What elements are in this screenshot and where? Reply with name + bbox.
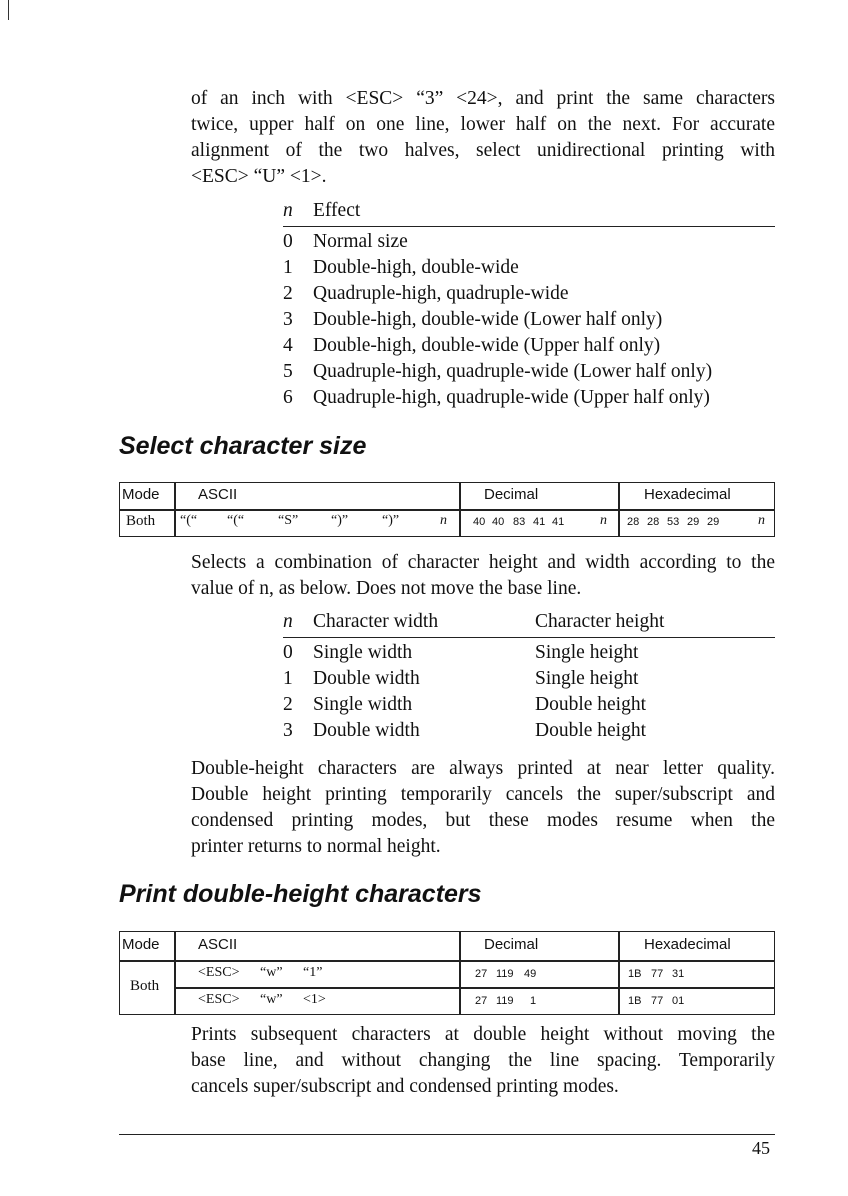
- hex-byte: 28: [647, 516, 660, 528]
- intro-line: twice, upper half on one line, lower half on the next. For accurate: [191, 114, 775, 135]
- note-line: Double height printing temporarily cancels the super/subscript and: [191, 784, 775, 805]
- row-effect: Quadruple-high, quadruple-wide (Upper half only): [313, 387, 710, 408]
- decimal-byte: 27: [475, 995, 488, 1007]
- row-effect: Double-high, double-wide (Upper half only): [313, 335, 661, 356]
- hex-byte: 29: [687, 516, 700, 528]
- row-n: 3: [283, 309, 293, 330]
- col-height-header: Character height: [535, 611, 665, 632]
- ascii-byte: “1”: [303, 965, 323, 980]
- hex-byte: 1B: [628, 995, 642, 1007]
- note-line: printer returns to normal height.: [191, 836, 441, 857]
- table-divider: [120, 960, 774, 962]
- row-n: 1: [283, 257, 293, 278]
- row-height: Double height: [535, 720, 647, 741]
- row-width: Single width: [313, 694, 413, 715]
- effect-table-header: [283, 200, 775, 227]
- ascii-byte: “)”: [331, 513, 349, 528]
- table-divider: [618, 483, 620, 536]
- hex-byte: n: [758, 513, 765, 528]
- hex-byte: 1B: [628, 968, 642, 980]
- note-line: Double-height characters are always printed at near letter quality.: [191, 758, 775, 779]
- hex-byte: 31: [672, 968, 685, 980]
- footer-rule: [119, 1134, 775, 1135]
- ascii-header: ASCII: [198, 486, 238, 503]
- intro-paragraph: [191, 86, 775, 190]
- note-line: condensed printing modes, but these modes resume when the: [191, 810, 775, 831]
- decimal-header: Decimal: [484, 486, 539, 503]
- desc-line: cancels super/subscript and condensed printing modes.: [191, 1076, 619, 1097]
- table-row: [283, 231, 775, 257]
- decimal-byte: 40: [492, 516, 505, 528]
- desc-line: Selects a combination of character height and width according to the: [191, 552, 775, 573]
- row-n: 5: [283, 361, 293, 382]
- table-row: [283, 283, 775, 309]
- row-n: 3: [283, 720, 293, 741]
- decimal-byte: 1: [530, 995, 537, 1007]
- table-row: [283, 257, 775, 283]
- decimal-byte: 49: [524, 968, 537, 980]
- row-effect: Double-high, double-wide (Lower half only): [313, 309, 663, 330]
- row-n: 0: [283, 642, 293, 663]
- col-n-header: n: [283, 611, 293, 632]
- row-n: 0: [283, 231, 293, 252]
- row-width: Double width: [313, 720, 420, 741]
- ascii-byte: n: [440, 513, 447, 528]
- decimal-header: Decimal: [484, 936, 539, 953]
- row-effect: Normal size: [313, 231, 408, 252]
- table-row: [283, 335, 775, 361]
- table-divider: [459, 483, 461, 536]
- page-edge-mark: [8, 0, 9, 20]
- row-effect: Double-high, double-wide: [313, 257, 519, 278]
- ascii-byte: “w”: [260, 992, 283, 1007]
- command-table: [119, 482, 775, 537]
- section1-description: [191, 550, 775, 602]
- hex-byte: 53: [667, 516, 680, 528]
- row-effect: Quadruple-high, quadruple-wide: [313, 283, 569, 304]
- table-divider: [120, 509, 774, 511]
- mode-header: Mode: [122, 486, 160, 503]
- ascii-byte: <1>: [303, 992, 326, 1007]
- row-height: Single height: [535, 668, 639, 689]
- hex-header: Hexadecimal: [644, 486, 731, 503]
- col-width-header: Character width: [313, 611, 439, 632]
- mode-value: Both: [130, 978, 160, 994]
- hex-byte: 77: [651, 995, 664, 1007]
- decimal-byte: 41: [552, 516, 565, 528]
- effect-table: [283, 200, 775, 413]
- decimal-byte: 119: [496, 968, 514, 980]
- decimal-byte: 119: [496, 995, 514, 1007]
- col-effect-header: Effect: [313, 200, 361, 221]
- section2-description: [191, 1022, 775, 1100]
- row-height: Single height: [535, 642, 639, 663]
- hex-byte: 01: [672, 995, 685, 1007]
- ascii-byte: “(“: [227, 513, 245, 528]
- table-row: [283, 668, 775, 694]
- ascii-byte: “w”: [260, 965, 283, 980]
- ascii-byte: “S”: [278, 513, 299, 528]
- row-width: Double width: [313, 668, 420, 689]
- mode-header: Mode: [122, 936, 160, 953]
- decimal-byte: n: [600, 513, 607, 528]
- table-row: [283, 642, 775, 668]
- row-n: 1: [283, 668, 293, 689]
- table-divider: [459, 932, 461, 1014]
- ascii-byte: <ESC>: [198, 992, 240, 1007]
- table-row: [283, 720, 775, 746]
- row-n: 2: [283, 694, 293, 715]
- command-table: [119, 931, 775, 1015]
- mode-value: Both: [126, 513, 156, 529]
- row-effect: Quadruple-high, quadruple-wide (Lower half only): [313, 361, 713, 382]
- desc-line: value of n, as below. Does not move the base line.: [191, 578, 582, 599]
- row-n: 6: [283, 387, 293, 408]
- table-divider: [618, 932, 620, 1014]
- hex-byte: 28: [627, 516, 640, 528]
- size-table: [283, 611, 775, 746]
- table-row: [283, 361, 775, 387]
- intro-line: alignment of the two halves, select unidirectional printing with: [191, 140, 775, 161]
- ascii-byte: “)”: [382, 513, 400, 528]
- hex-header: Hexadecimal: [644, 936, 731, 953]
- table-divider: [174, 932, 176, 1014]
- section1-note: [191, 756, 775, 860]
- row-n: 4: [283, 335, 293, 356]
- page-number: 45: [752, 1138, 770, 1158]
- intro-line: of an inch with <ESC> “3” <24>, and print the same characters: [191, 88, 775, 109]
- desc-line: Prints subsequent characters at double height without moving the: [191, 1024, 775, 1045]
- row-n: 2: [283, 283, 293, 304]
- intro-line: <ESC> “U” <1>.: [191, 166, 327, 187]
- row-width: Single width: [313, 642, 413, 663]
- section-heading-select-character-size: Select character size: [119, 432, 367, 460]
- ascii-byte: <ESC>: [198, 965, 240, 980]
- hex-byte: 29: [707, 516, 720, 528]
- size-table-header: [283, 611, 775, 638]
- row-height: Double height: [535, 694, 647, 715]
- table-divider: [174, 987, 774, 989]
- ascii-header: ASCII: [198, 936, 238, 953]
- desc-line: base line, and without changing the line spacing. Temporarily: [191, 1050, 775, 1071]
- decimal-byte: 27: [475, 968, 488, 980]
- decimal-byte: 41: [533, 516, 546, 528]
- decimal-byte: 40: [473, 516, 486, 528]
- col-n-header: n: [283, 200, 293, 221]
- table-row: [283, 309, 775, 335]
- table-row: [283, 694, 775, 720]
- section-heading-print-double-height: Print double-height characters: [119, 880, 482, 908]
- ascii-byte: “(“: [180, 513, 198, 528]
- table-divider: [174, 483, 176, 536]
- decimal-byte: 83: [513, 516, 526, 528]
- table-row: [283, 387, 775, 413]
- hex-byte: 77: [651, 968, 664, 980]
